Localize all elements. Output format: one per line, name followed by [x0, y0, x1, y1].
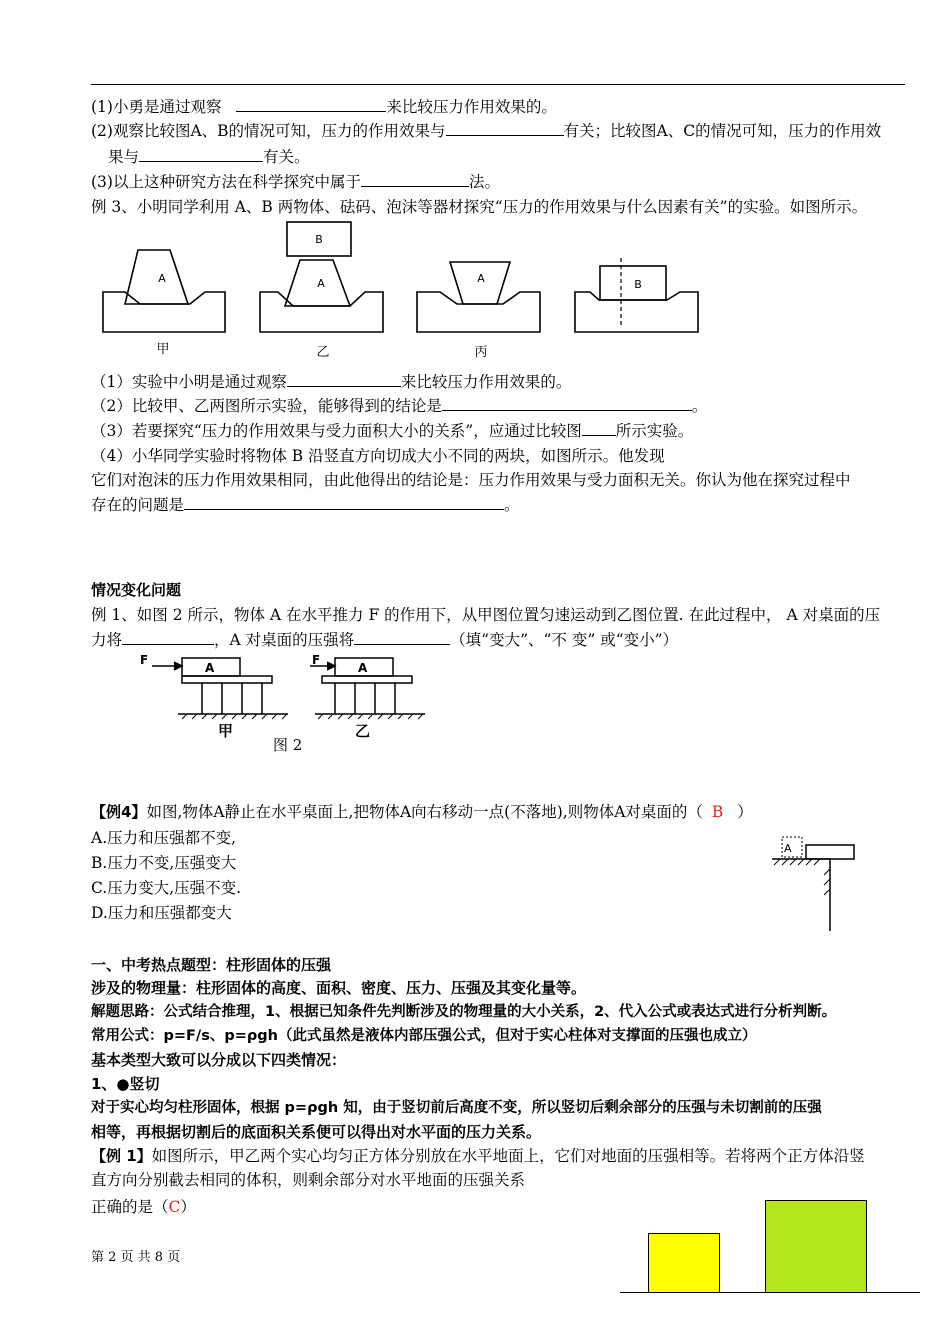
section-1-line-6: 对于实心均匀柱形固体，根据 p=ρgh 知，由于竖切前后高度不变，所以竖切后剩余部分的压强与未切割前的压强: [91, 1100, 822, 1116]
foam-jia: [103, 292, 225, 332]
ex4-option-a: A.压力和压强都不变,: [91, 829, 237, 847]
ex1-answer: C: [168, 1198, 181, 1216]
label-a-bing: A: [477, 272, 485, 285]
cube-small: [648, 1233, 720, 1293]
ex4-text: 如图,物体A静止在水平桌面上,把物体A向右移动一点(不落地),则物体A对桌面的（: [146, 803, 703, 821]
ex4-option-b: B.压力不变,压强变大: [91, 854, 237, 872]
ex3-question-3: [91, 421, 693, 441]
ex3-q2-end: 。: [691, 397, 708, 415]
ex3-question-4c: [91, 495, 520, 515]
question-2b-text: 果与: [108, 148, 140, 166]
block-a-jia: [125, 250, 188, 304]
ex3-q2-text: （2）比较甲、乙两图所示实验，能够得到的结论是: [91, 397, 442, 415]
question-1-text: (1)小勇是通过观察: [91, 98, 222, 116]
ex1-text3: 正确的是（: [91, 1198, 169, 1216]
example-1: [91, 1146, 865, 1166]
example-3-intro: 例 3、小明同学利用 A、B 两物体、砝码、泡沫等器材探究“压力的作用效果与什么因素有关”的实验。如图所示。: [91, 198, 868, 216]
change-example-1b: [91, 630, 678, 650]
cube-large: [765, 1200, 867, 1293]
question-2a-end: 有关；比较图A、C的情况可知，压力的作用效: [563, 122, 882, 140]
section-1-line-7: 相等，再根据切割后的底面积关系便可以得出对水平面的压力关系。: [91, 1123, 542, 1141]
ex3-q1-end: 来比较压力作用效果的。: [400, 373, 572, 391]
question-2a-text: (2)观察比较图A、B的情况可知，压力的作用效果与: [91, 122, 446, 140]
c1b-text: 力将: [91, 631, 123, 649]
label-a-jia: A: [158, 272, 166, 285]
ex3-question-1: [91, 372, 571, 392]
ex3-q3-text: （3）若要探究“压力的作用效果与受力面积大小的关系”，应通过比较图: [91, 422, 582, 440]
question-1-end: 来比较压力作用效果的。: [386, 98, 557, 116]
ex1-text: 如图所示，甲乙两个实心均匀正方体分别放在水平地面上，它们对地面的压强相等。若将两个正方体沿竖: [151, 1147, 865, 1165]
ground-line: [620, 1292, 920, 1293]
label-a-jia-fig2: A: [205, 661, 215, 675]
change-example-1a: 例 1、如图 2 所示，物体 A 在水平推力 F 的作用下，从甲图位置匀速运动到乙图位置. 在此过程中， A 对桌面的压: [91, 606, 881, 624]
caption-jia-fig2: 甲: [218, 722, 234, 740]
ex3-question-2: [91, 396, 707, 416]
table-top-jia: [182, 676, 272, 683]
figure-2-caption: 图 2: [273, 736, 303, 754]
answer-blank[interactable]: [361, 172, 469, 187]
c1b-mid: ，A 对桌面的压强将: [214, 631, 355, 649]
answer-blank[interactable]: [122, 630, 214, 645]
label-a-yi: A: [317, 277, 325, 290]
force-label-yi: F: [312, 653, 321, 667]
question-3: [91, 172, 500, 192]
answer-blank[interactable]: [582, 421, 616, 436]
ex1-prefix: 【例 1】: [91, 1147, 152, 1165]
ex4-figure-label: A: [784, 842, 792, 855]
c1b-end: （填“变大”、“不 变” 或“变小”）: [450, 631, 679, 649]
example-1-line-3: [91, 1197, 196, 1217]
caption-yi-fig2: 乙: [355, 722, 371, 740]
caption-yi: 乙: [316, 345, 330, 360]
caption-bing: 丙: [474, 345, 488, 360]
ex4-answer: B: [711, 803, 724, 821]
label-b-yi: B: [315, 233, 323, 246]
question-1: [91, 97, 557, 117]
header-rule: [91, 84, 905, 85]
answer-blank[interactable]: [236, 97, 386, 112]
section-1-line-2: 解题思路：公式结合推理，1、根据已知条件先判断涉及的物理量的大小关系，2、代入公式或表达式进行分析判断。: [91, 1004, 837, 1020]
question-3-text: (3)以上这种研究方法在科学探究中属于: [91, 173, 361, 191]
section-1-line-4: 基本类型大致可以分成以下四类情况：: [91, 1051, 347, 1069]
question-3-end: 法。: [468, 173, 500, 191]
foam-cut: [575, 292, 698, 332]
section-1-line-5: 1、●竖切: [91, 1075, 160, 1093]
ex4-figure: [768, 835, 863, 935]
ex3-q4c-end: 。: [504, 496, 520, 514]
page-footer: 第 2 页 共 8 页: [91, 1250, 181, 1265]
question-2b: [108, 147, 310, 167]
answer-blank[interactable]: [139, 147, 263, 162]
answer-blank[interactable]: [287, 372, 401, 387]
ex3-q4c-text: 存在的问题是: [91, 496, 185, 514]
foam-yi: [260, 292, 383, 332]
example-4: [91, 802, 753, 822]
figure-2: [130, 650, 450, 760]
section-1-line-3: 常用公式：p=F/s、p=ρgh（此式虽然是液体内部压强公式，但对于实心柱体对支撑面的压强也成立）: [91, 1028, 757, 1044]
example-1-line-2: 直方向分别截去相同的体积，则剩余部分对水平地面的压强关系: [91, 1171, 526, 1189]
ex3-question-4: （4）小华同学实验时将物体 B 沿竖直方向切成大小不同的两块，如图所示。他发现: [91, 447, 665, 465]
section-1-line-1: 涉及的物理量：柱形固体的高度、面积、密度、压力、压强及其变化量等。: [91, 979, 587, 997]
ex4-close: ）: [737, 803, 753, 821]
answer-blank[interactable]: [354, 630, 450, 645]
foam-figure: [95, 222, 715, 367]
label-b-cut: B: [634, 278, 642, 291]
ex3-question-4b: 它们对泡沫的压力作用效果相同，由此他得出的结论是：压力作用效果与受力面积无关。你认为他在探究过程中: [91, 471, 851, 489]
question-2a: [91, 121, 881, 141]
section-title-change: 情况变化问题: [91, 581, 182, 599]
caption-jia: 甲: [156, 342, 170, 357]
ex3-q1-text: （1）实验中小明是通过观察: [91, 373, 287, 391]
answer-blank[interactable]: [446, 121, 564, 136]
force-label-jia: F: [140, 653, 149, 667]
ex3-q3-end: 所示实验。: [615, 422, 694, 440]
answer-blank[interactable]: [184, 495, 504, 510]
label-a-yi-fig2: A: [358, 661, 368, 675]
ex4-option-d: D.压力和压强都变大: [91, 904, 232, 922]
table-top-yi: [322, 676, 412, 683]
answer-blank[interactable]: [442, 396, 692, 411]
ex4-option-c: C.压力变大,压强不变.: [91, 879, 242, 897]
ex4-prefix: 【例4】: [91, 803, 147, 821]
question-2b-end: 有关。: [263, 148, 310, 166]
ex1-close: ）: [180, 1198, 196, 1216]
section-1-title: 一、中考热点题型：柱形固体的压强: [91, 956, 332, 974]
block-b-cut: [600, 266, 666, 300]
foam-bing: [417, 292, 540, 332]
